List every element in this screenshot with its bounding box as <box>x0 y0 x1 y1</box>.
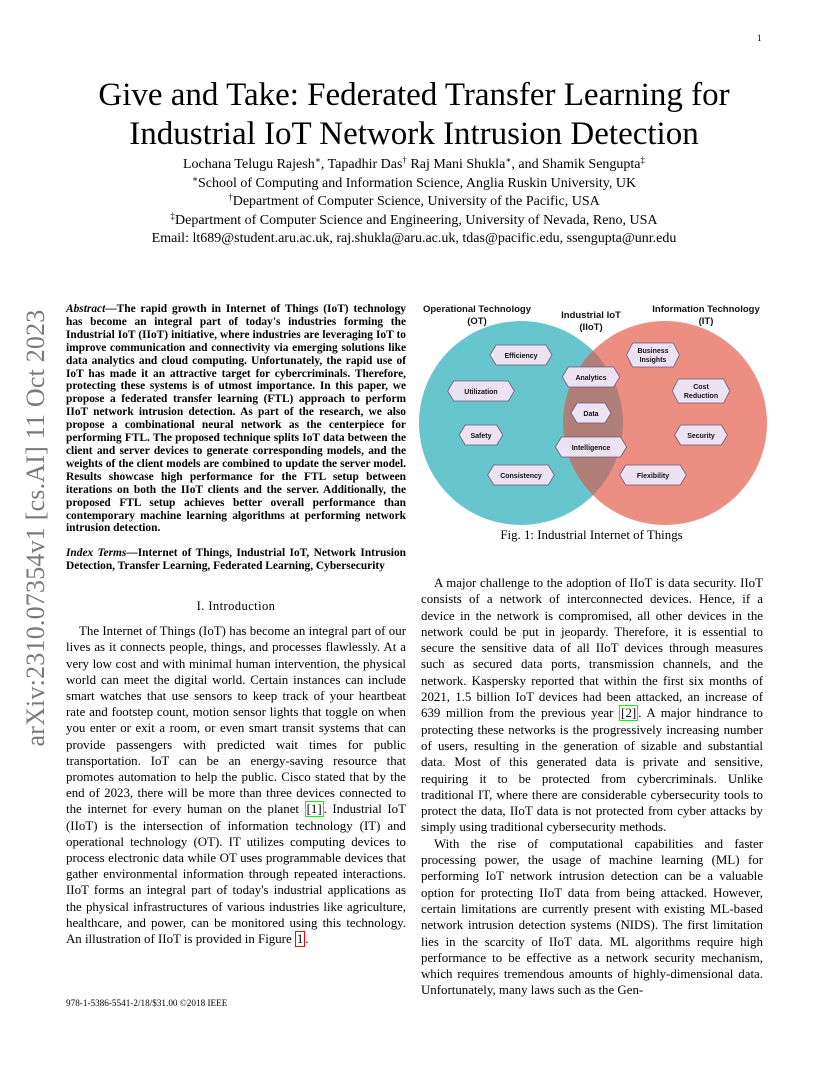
affiliation-mark: ∗ <box>191 173 198 184</box>
affiliation-text: School of Computing and Information Science, Anglia Ruskin University, UK <box>198 175 637 191</box>
abstract-text: —The rapid growth in Internet of Things (IoT) technology has become an integral part of today's industries forming the Industrial IoT (IIoT) initiative, where industries are leveraging IoT to improve communication and connectivity via emerging solutions like data analytics and cloud computing. Unfortunately, the rapid use of IoT has made it an attractive target for cybercriminals. Therefore, protecting these systems is of utmost importance. In this paper, we propose a federated transfer learning (FTL) approach to perform IIoT network intrusion detection. As part of the research, we also propose a combinational neural network as the centerpiece for performing FTL. The proposed technique splits IoT data between the client and server devices to generate corresponding models, and the weights of the client models are combined to update the server model. Results showcase high performance for the FTL setup between iterations on both the IIoT clients and the server. Additionally, the proposed FTL setup achieves better overall performance than contemporary machine learning algorithms at performing network intrusion detection. <box>66 303 406 535</box>
ot-item-label: Safety <box>470 433 492 440</box>
left-column <box>66 303 406 947</box>
iiot-item-label: Intelligence <box>571 445 611 452</box>
citation-link[interactable]: [1] <box>306 802 322 817</box>
author-name: Shamik Sengupta <box>542 157 641 172</box>
it-item-label: Business <box>637 348 669 355</box>
it-item-tag <box>620 465 687 485</box>
iiot-item-tag <box>562 367 619 387</box>
figure-caption: Fig. 1: Industrial Internet of Things <box>500 528 683 542</box>
paper-title: Give and Take: Federated Transfer Learning for Industrial IoT Network Intrusion Detection <box>98 77 730 152</box>
abstract <box>66 303 406 535</box>
affiliation-mark: ∗ <box>314 155 321 165</box>
citation-link[interactable]: [2] <box>621 706 637 721</box>
author-names <box>80 156 748 175</box>
ot-label-line2: (OT) <box>467 316 487 327</box>
ot-item-label: Utilization <box>464 389 498 396</box>
abstract-lead: Abstract <box>66 303 106 315</box>
ot-item-tag <box>488 465 555 485</box>
ot-item-tag <box>459 425 503 445</box>
ot-label-line1: Operational Technology <box>422 304 532 315</box>
it-item-label: Flexibility <box>636 473 670 480</box>
affiliation-1 <box>80 175 748 194</box>
author-name: Raj Mani Shukla <box>410 157 506 172</box>
it-item-label: Security <box>687 433 715 440</box>
intro-paragraph-1 <box>66 623 406 947</box>
ot-item-label: Consistency <box>500 473 542 480</box>
affiliation-mark: ∗ <box>505 155 512 165</box>
iiot-item-tag <box>571 403 611 423</box>
affiliation-mark: ‡ <box>170 210 175 221</box>
figure-link[interactable]: 1 <box>296 931 304 946</box>
email-line: Email: lt689@student.aru.ac.uk, raj.shukla@aru.ac.uk, tdas@pacific.edu, ssengupta@unr.edu <box>151 231 677 247</box>
ot-item-tag <box>490 345 552 365</box>
iiot-item-label: Analytics <box>575 375 607 382</box>
index-terms <box>66 547 406 573</box>
copyright-footer: 978-1-5386-5541-2/18/$31.00 ©2018 IEEE <box>66 998 228 1008</box>
iiot-label-line1: Industrial IoT <box>561 310 621 321</box>
it-item-tag <box>672 379 729 403</box>
it-item-label: Insights <box>639 357 667 364</box>
iiot-venn-figure <box>419 298 769 530</box>
ot-item-label: Efficiency <box>504 353 538 360</box>
author-name: Tapadhir Das <box>327 157 403 172</box>
affiliation-mark: † <box>228 192 233 203</box>
affiliation-mark: ‡ <box>640 155 646 165</box>
it-item-label: Cost <box>693 384 709 391</box>
it-label-line2: (IT) <box>698 316 714 327</box>
affiliation-text: Department of Computer Science, University of the Pacific, USA <box>232 194 600 210</box>
iiot-item-tag <box>555 437 626 457</box>
index-terms-text: —Internet of Things, Industrial IoT, Network Intrusion Detection, Transfer Learning, Federated Learning, Cybersecurity <box>66 547 406 573</box>
author-name: Lochana Telugu Rajesh <box>182 157 315 172</box>
paragraph-text: A major challenge to the adoption of IIoT is data security. IIoT consists of a network of interconnected devices. Hence, if a device in the network is compromised, all other devices in the network could be put in jeopardy. Therefore, it is essential to secure the sensitive data of all IIoT devices through measures such as secured data ports, transmission channels, and the network. Kaspersky reported that within the first six months of 2021, 1.5 billion IoT devices had been attacked, an increase of 639 million from the previous year <box>421 576 763 721</box>
index-terms-lead: Index Terms <box>66 547 127 560</box>
affiliation-2 <box>80 193 748 212</box>
it-item-tag <box>627 343 680 367</box>
intro-paragraph-3: With the rise of computational capabilities and faster processing power, the usage of machine learning (ML) for performing IoT network intrusion detection can be a valuable option for protecting IIoT data from being attacked. However, certain limitations are currently present with existing ML-based network intrusion detection systems (NIDS). The first limitation lies in the scarcity of IIoT data. ML algorithms require high performance to be effective as a network security mechanism, which requires tremendous amounts of highly-dimensional data. Unfortunately, many laws such as the Gen- <box>421 836 763 998</box>
iiot-label-line2: (IIoT) <box>579 322 603 333</box>
section-heading: I. Introduction <box>196 599 276 614</box>
author-block <box>80 156 748 249</box>
paragraph-text: . A major hindrance to protecting these networks is the progressively increasing number of users, resulting in the generation of sizable and substantial data. Most of this generated data is private and sensitive, requiring it to be protected from cybercriminals. Unlike traditional IT, where there are considerable cybersecurity tools to protect the data, IIoT data is not protected from cyber attacks by simply using traditional cybersecurity methods. <box>421 706 764 835</box>
right-column <box>421 575 763 999</box>
arxiv-stamp: arXiv:2310.07354v1 [cs.AI] 11 Oct 2023 <box>21 309 50 747</box>
separator: , and <box>511 157 543 172</box>
venn-diagram <box>419 298 769 530</box>
it-item-tag <box>675 425 728 445</box>
page-number: 1 <box>757 33 762 43</box>
intro-paragraph-2 <box>421 575 763 836</box>
paragraph-text: . Industrial IoT (IIoT) is the intersection of information technology (IT) and operational technology (OT). IT utilizes computing devices to process electronic data while OT uses programmable devices that gather environmental information through repeated interactions. IIoT forms an integral part of today's industrial applications as the physical infrastructures of various industries like agriculture, healthcare, and power, can be monitored using this technology. An illustration of IIoT is provided in Figure <box>66 802 406 946</box>
affiliation-3 <box>80 212 748 231</box>
iiot-item-label: Data <box>583 411 599 418</box>
ot-item-tag <box>448 381 515 401</box>
paragraph-text: The Internet of Things (IoT) has become an integral part of our lives as it connects people, things, and processes flawlessly. At a very low cost and with minimal human intervention, the physical world can meet the digital world. Certain instances can include smart watches that use sensors to keep track of your heartbeat rate and footstep count, motion sensor lights that toggle on when you enter or exit a room, or even smart transit systems that can provide passengers with predicted wait times for public transportation. IoT can be an energy-saving resource that promotes automation to help the public. Cisco stated that by the end of 2023, there will be more than three devices connected to the internet for every human on the planet <box>66 624 406 817</box>
separator: , <box>320 157 328 172</box>
it-item-label: Reduction <box>683 393 719 400</box>
affiliation-mark: † <box>402 155 407 165</box>
paragraph-text: . <box>305 931 309 946</box>
it-label-line1: Information Technology <box>652 304 760 315</box>
affiliation-text: Department of Computer Science and Engineering, University of Nevada, Reno, USA <box>175 212 658 228</box>
